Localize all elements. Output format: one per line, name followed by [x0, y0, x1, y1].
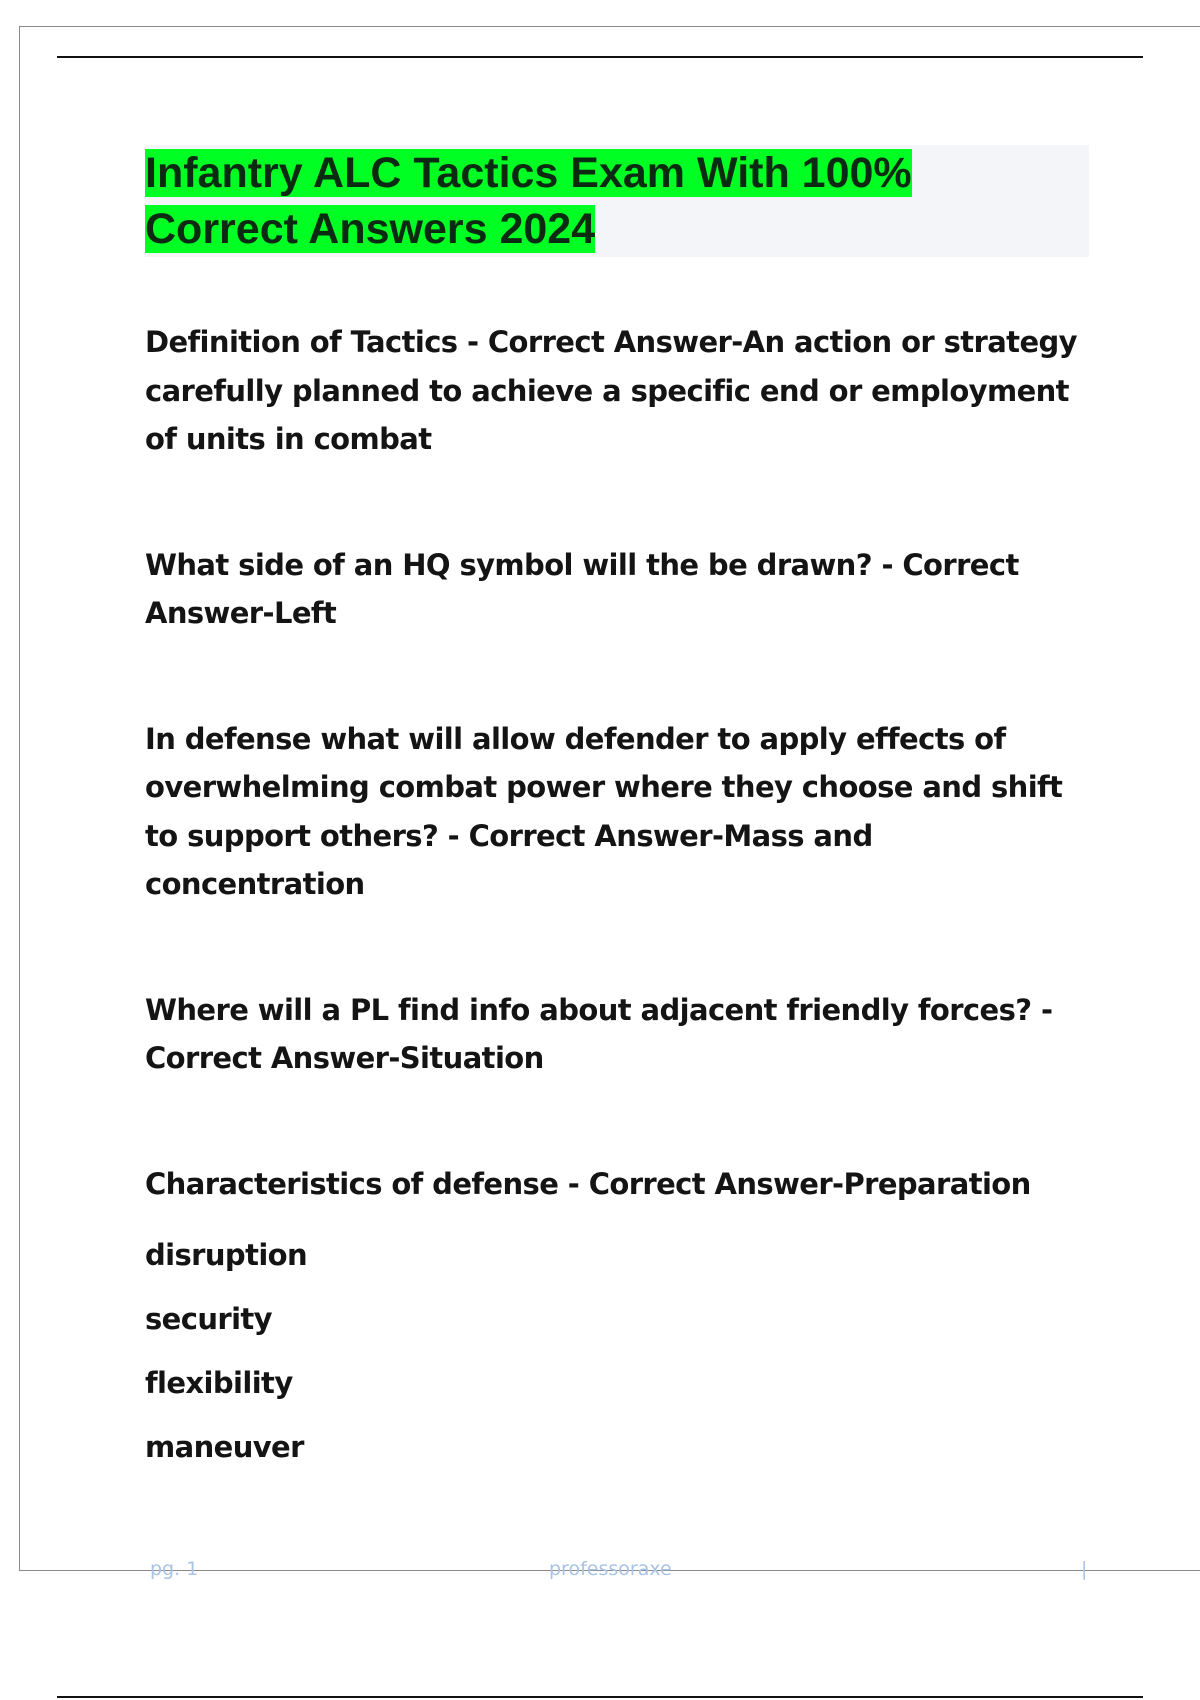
list-item: disruption: [145, 1238, 308, 1272]
title-line-2: Correct Answers 2024: [145, 205, 596, 253]
title-block: [145, 145, 1089, 257]
list-item: security: [145, 1302, 272, 1336]
footer-separator: |: [1081, 1558, 1088, 1580]
list-item: flexibility: [145, 1366, 293, 1400]
page-number: pg. 1: [150, 1558, 199, 1580]
document-title: [145, 145, 1089, 257]
qa-item-defense-characteristics: Characteristics of defense - Correct Answer-Preparation: [145, 1166, 1031, 1201]
qa-item-defense-mass: In defense what will allow defender to apply effects of overwhelming combat power where they choose and shift to support others? - Correct Answer-Mass and concentration: [145, 721, 1063, 901]
bottom-rule: [57, 1696, 1143, 1698]
title-line-1: Infantry ALC Tactics Exam With 100%: [145, 149, 912, 197]
qa-item-adjacent-forces: Where will a PL find info about adjacent friendly forces? - Correct Answer-Situation: [145, 992, 1053, 1075]
header-rule: [57, 56, 1143, 58]
qa-item-hq-symbol: What side of an HQ symbol will the be drawn? - Correct Answer-Left: [145, 547, 1019, 630]
qa-content: [145, 318, 1085, 1464]
footer-author: professoraxe: [549, 1558, 672, 1580]
page-footer: [0, 1558, 1200, 1588]
qa-item-definition-of-tactics: Definition of Tactics - Correct Answer-An action or strategy carefully planned to achieve a specific end or employment of units in combat: [145, 325, 1077, 456]
defense-characteristics-list: [145, 1238, 1085, 1464]
list-item: maneuver: [145, 1430, 304, 1464]
